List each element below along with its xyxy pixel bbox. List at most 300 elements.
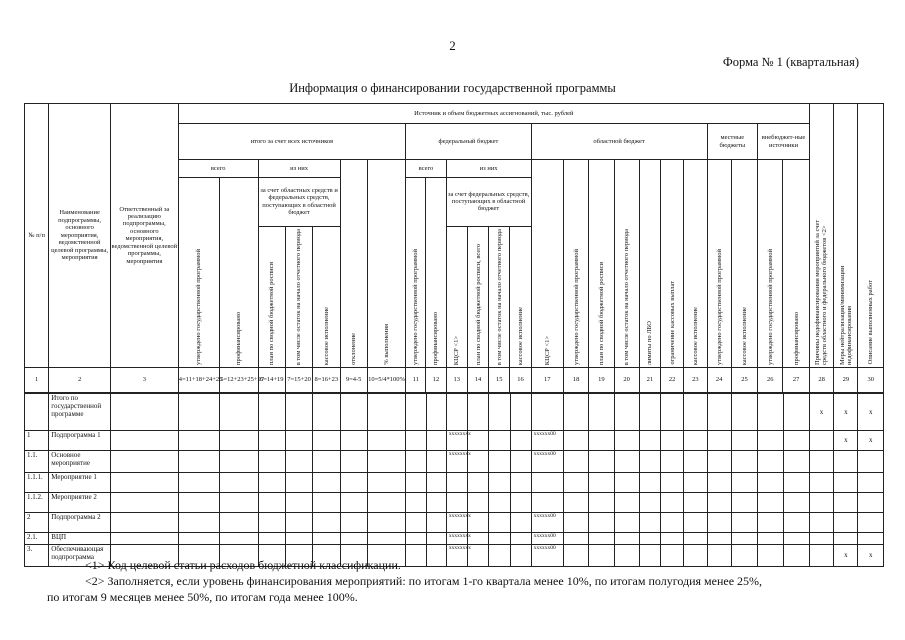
col-number: 6=14+19 [258, 367, 285, 392]
value-cell [564, 450, 589, 472]
col-number: 20 [614, 367, 639, 392]
value-cell [406, 450, 426, 472]
value-cell [489, 450, 510, 472]
header-total-cash: кассовое исполнение [322, 306, 330, 365]
header-federal-plan: план по сводной бюджетной росписи, всего [468, 226, 489, 367]
value-cell [285, 393, 312, 430]
value-cell [426, 393, 446, 430]
header-total-remains: в том числе остаток на начало отчетного периода [286, 226, 313, 367]
value-cell [614, 430, 639, 450]
reasons-cell [809, 472, 833, 492]
page-number: 2 [449, 38, 456, 53]
federal-kcsr-cell [446, 472, 467, 492]
regional-kcsr-cell [531, 492, 563, 512]
value-cell [285, 492, 312, 512]
footnote-2-cont: по итогам 9 месяцев менее 50%, по итогам года менее 100%. [47, 590, 358, 604]
header-regional-limits: лимиты по ЛБО [639, 160, 660, 368]
value-cell [258, 472, 285, 492]
regional-kcsr-cell: xxxxxx00 [531, 532, 563, 544]
value-cell [313, 393, 340, 430]
value-cell [313, 450, 340, 472]
header-total-iz-nih: из них [258, 160, 340, 178]
description-cell [858, 512, 884, 532]
value-cell [614, 492, 639, 512]
header-regional-remains: в том числе остаток на начало отчетного периода [614, 160, 639, 368]
value-cell [406, 532, 426, 544]
value-cell [684, 430, 707, 450]
description-cell: x [858, 393, 884, 430]
value-cell [285, 472, 312, 492]
description-cell: x [858, 544, 884, 566]
row-name-cell: Подпрограмма 2 [49, 512, 111, 532]
row-number-cell: 1 [25, 430, 49, 450]
header-local: местные бюджеты [707, 124, 758, 160]
table-row [25, 450, 884, 472]
row-name-cell: Подпрограмма 1 [49, 430, 111, 450]
header-source: Источник и объем бюджетных ассигнований, тыс. рублей [178, 104, 809, 124]
col-number: 9=4-5 [340, 367, 367, 392]
col-number: 16 [510, 367, 531, 392]
value-cell [340, 512, 367, 532]
header-total-plan: план по сводной бюджетной росписи [259, 226, 286, 367]
federal-kcsr-cell: xxxxxxxx [446, 532, 467, 544]
value-cell [758, 450, 783, 472]
value-cell [489, 512, 510, 532]
value-cell [732, 532, 758, 544]
value-cell [313, 532, 340, 544]
table-row [25, 512, 884, 532]
value-cell [614, 472, 639, 492]
col-number: 24 [707, 367, 731, 392]
header-federal-prefinanced: профинансировано [426, 178, 446, 368]
header-total-from-regional: за счет областных средств и федеральных средств, поступающих в областной бюджет [259, 178, 340, 226]
header-pct-execution: % выполнения [367, 160, 405, 368]
value-cell [178, 492, 219, 512]
col-number: 25 [731, 367, 757, 392]
col-number: 14 [467, 367, 488, 392]
document-title: Информация о финансировании государственной программы [289, 81, 616, 95]
row-name-cell: Основное мероприятие [49, 450, 111, 472]
row-name-cell: ВЦП [49, 532, 111, 544]
regional-kcsr-cell: xxxxxx00 [531, 430, 563, 450]
value-cell [468, 472, 489, 492]
header-extrabudget: внебюджет-ные источники [758, 124, 810, 160]
col-number: 26 [758, 367, 783, 392]
row-number-cell: 1.1.1. [25, 472, 49, 492]
federal-kcsr-cell: xxxxxxxx [446, 450, 467, 472]
header-regional: областной бюджет [531, 124, 707, 160]
value-cell [313, 472, 340, 492]
row-name-cell: Мероприятие 2 [49, 492, 111, 512]
value-cell [258, 430, 285, 450]
col-number: 13 [446, 367, 467, 392]
measures-cell [834, 492, 858, 512]
value-cell [178, 512, 219, 532]
col-number: 23 [684, 367, 707, 392]
value-cell [589, 393, 614, 430]
value-cell [564, 430, 589, 450]
value-cell [489, 430, 510, 450]
col-number: 17 [531, 367, 563, 392]
value-cell [661, 430, 684, 450]
value-cell [732, 512, 758, 532]
value-cell [489, 492, 510, 512]
value-cell [258, 450, 285, 472]
value-cell [110, 430, 178, 450]
value-cell [426, 430, 446, 450]
value-cell [639, 472, 660, 492]
value-cell [564, 393, 589, 430]
col-number: 15 [489, 367, 510, 392]
description-cell: x [858, 430, 884, 450]
col-number: 28 [809, 367, 833, 392]
measures-cell [834, 532, 858, 544]
value-cell [340, 492, 367, 512]
description-cell [858, 450, 884, 472]
column-numbers-row [25, 367, 884, 392]
header-extra-approved: утверждено государственной программой [758, 160, 783, 368]
value-cell [564, 532, 589, 544]
value-cell [510, 430, 531, 450]
value-cell [510, 532, 531, 544]
value-cell [564, 472, 589, 492]
value-cell [707, 472, 731, 492]
reasons-cell: x [809, 393, 833, 430]
col-number: 11 [406, 367, 426, 392]
value-cell [510, 472, 531, 492]
header-federal-subtable [447, 178, 531, 367]
col-number: 1 [25, 367, 49, 392]
value-cell [783, 430, 809, 450]
header-local-approved: утверждено государственной программой [707, 160, 731, 368]
value-cell [367, 532, 405, 544]
value-cell [220, 430, 258, 450]
header-measures: Меры нейтрализации/минимизации недофинансирования [834, 104, 858, 368]
value-cell [220, 532, 258, 544]
header-federal-cash: кассовое исполнение [516, 306, 524, 365]
header-federal-approved: утверждено государственной программой [406, 178, 426, 368]
value-cell [639, 450, 660, 472]
value-cell [707, 532, 731, 544]
value-cell [684, 472, 707, 492]
value-cell [783, 512, 809, 532]
value-cell [758, 472, 783, 492]
header-regional-cash-exec: кассовое исполнение [684, 160, 707, 368]
description-cell [858, 492, 884, 512]
federal-kcsr-cell: xxxxxxxx [446, 430, 467, 450]
value-cell [220, 450, 258, 472]
row-number-cell: 1.1.2. [25, 492, 49, 512]
col-number: 8=16+23 [313, 367, 340, 392]
value-cell [510, 492, 531, 512]
value-cell [589, 472, 614, 492]
header-federal-iz-nih: из них [446, 160, 531, 178]
measures-cell [834, 450, 858, 472]
value-cell [340, 532, 367, 544]
value-cell [406, 393, 426, 430]
measures-cell: x [834, 430, 858, 450]
financing-table-body [24, 393, 884, 567]
footnote-1: <1> Код целевой статьи расходов бюджетной классификации. [85, 558, 401, 572]
reasons-cell [809, 430, 833, 450]
value-cell [406, 430, 426, 450]
value-cell [426, 532, 446, 544]
header-federal: федеральный бюджет [406, 124, 531, 160]
value-cell [367, 492, 405, 512]
footnote-2: <2> Заполняется, если уровень финансирования мероприятий: по итогам 1-го квартала менее 10%, по итогам полугодия менее 25%, [85, 574, 763, 588]
header-local-cash-exec: кассовое исполнение [731, 160, 757, 368]
value-cell [426, 492, 446, 512]
federal-kcsr-cell [446, 393, 467, 430]
col-number: 10=5/4*100% [367, 367, 405, 392]
value-cell [639, 532, 660, 544]
value-cell [684, 532, 707, 544]
value-cell [110, 472, 178, 492]
header-federal-kcsr: КЦСР <1> [447, 226, 468, 367]
col-number: 22 [661, 367, 684, 392]
value-cell [510, 393, 531, 430]
description-cell [858, 472, 884, 492]
value-cell [468, 393, 489, 430]
header-regional-approved: утверждено государственной программой [563, 160, 588, 368]
value-cell [707, 430, 731, 450]
regional-kcsr-cell: xxxxxx00 [531, 450, 563, 472]
value-cell [285, 512, 312, 532]
value-cell [661, 532, 684, 544]
header-responsible: Ответственный за реализацию подпрограммы, основного мероприятия, ведомственной целевой программы, мероприятия [110, 104, 178, 368]
value-cell [510, 512, 531, 532]
value-cell [340, 450, 367, 472]
value-cell [426, 472, 446, 492]
value-cell [732, 393, 758, 430]
value-cell [614, 450, 639, 472]
federal-kcsr-cell: xxxxxxxx [446, 512, 467, 532]
value-cell [614, 512, 639, 532]
value-cell [313, 430, 340, 450]
value-cell [758, 393, 783, 430]
footnotes [47, 557, 877, 605]
row-name-cell: Обеспечивающая подпрограмма [49, 544, 111, 566]
value-cell [639, 512, 660, 532]
measures-cell [834, 472, 858, 492]
value-cell [589, 492, 614, 512]
value-cell [489, 532, 510, 544]
value-cell [783, 532, 809, 544]
value-cell [468, 492, 489, 512]
value-cell [258, 492, 285, 512]
table-row [25, 532, 884, 544]
value-cell [489, 393, 510, 430]
header-total-prefinanced: профинансировано [220, 178, 258, 368]
row-number-cell: 3. [25, 544, 49, 566]
value-cell [110, 450, 178, 472]
value-cell [340, 430, 367, 450]
header-total-all: итого за счет всех источников [178, 124, 406, 160]
regional-kcsr-cell: xxxxxx00 [531, 512, 563, 532]
col-number: 29 [834, 367, 858, 392]
header-reasons: Причины недофинансирования мероприятий за счет средств областного и федерального бюджетов <2> [809, 104, 833, 368]
measures-cell: x [834, 544, 858, 566]
value-cell [758, 430, 783, 450]
value-cell [758, 512, 783, 532]
description-cell [858, 532, 884, 544]
value-cell [661, 393, 684, 430]
row-number-cell: 1.1. [25, 450, 49, 472]
value-cell [340, 393, 367, 430]
value-cell [258, 532, 285, 544]
regional-kcsr-cell [531, 393, 563, 430]
col-number: 21 [639, 367, 660, 392]
value-cell [732, 492, 758, 512]
header-description: Описание выполненных работ [858, 104, 884, 368]
value-cell [589, 512, 614, 532]
reasons-cell [809, 532, 833, 544]
header-regional-plan: план по сводной бюджетной росписи [589, 160, 614, 368]
value-cell [783, 393, 809, 430]
value-cell [285, 430, 312, 450]
value-cell [758, 492, 783, 512]
col-number: 5=12+23+25+27 [220, 367, 258, 392]
col-number: 30 [858, 367, 884, 392]
value-cell [684, 393, 707, 430]
financing-table-container [24, 103, 884, 567]
value-cell [707, 492, 731, 512]
row-name-cell: Итого по государственной программе [49, 393, 111, 430]
value-cell [564, 492, 589, 512]
value-cell [589, 450, 614, 472]
table-row [25, 393, 884, 430]
value-cell [178, 450, 219, 472]
federal-kcsr-cell [446, 492, 467, 512]
value-cell [110, 492, 178, 512]
value-cell [589, 532, 614, 544]
value-cell [707, 393, 731, 430]
value-cell [661, 512, 684, 532]
col-number: 3 [110, 367, 178, 392]
value-cell [285, 532, 312, 544]
row-number-cell: 2 [25, 512, 49, 532]
reasons-cell [809, 450, 833, 472]
value-cell [707, 512, 731, 532]
col-number: 12 [426, 367, 446, 392]
reasons-cell [809, 492, 833, 512]
value-cell [313, 492, 340, 512]
value-cell [367, 472, 405, 492]
header-deviation: отклонение [340, 160, 367, 368]
value-cell [783, 492, 809, 512]
measures-cell [834, 512, 858, 532]
col-number: 18 [563, 367, 588, 392]
value-cell [614, 532, 639, 544]
value-cell [489, 472, 510, 492]
table-row [25, 492, 884, 512]
measures-cell: x [834, 393, 858, 430]
value-cell [110, 393, 178, 430]
value-cell [639, 430, 660, 450]
value-cell [285, 450, 312, 472]
value-cell [367, 512, 405, 532]
value-cell [783, 450, 809, 472]
header-total-approved: утверждено государственной программой [178, 178, 219, 368]
regional-kcsr-cell [531, 472, 563, 492]
value-cell [220, 492, 258, 512]
value-cell [178, 472, 219, 492]
value-cell [661, 450, 684, 472]
row-number-cell [25, 393, 49, 430]
col-number: 19 [589, 367, 614, 392]
value-cell [684, 512, 707, 532]
value-cell [732, 430, 758, 450]
header-federal-subgroup [446, 178, 531, 368]
header-extra-prefinanced: профинансировано [783, 160, 810, 368]
value-cell [220, 512, 258, 532]
value-cell [684, 450, 707, 472]
value-cell [406, 492, 426, 512]
value-cell [313, 512, 340, 532]
value-cell [564, 512, 589, 532]
value-cell [406, 512, 426, 532]
table-row [25, 472, 884, 492]
reasons-cell [809, 512, 833, 532]
value-cell [661, 472, 684, 492]
header-federal-vsego: всего [406, 160, 446, 178]
value-cell [367, 450, 405, 472]
value-cell [178, 430, 219, 450]
value-cell [707, 450, 731, 472]
col-number: 4=11+18+24+26 [178, 367, 219, 392]
value-cell [406, 472, 426, 492]
header-federal-remains: в том числе остаток на начало отчетного периода [489, 226, 510, 367]
header-federal-from: за счет федеральных средств, поступающих в областной бюджет [447, 178, 531, 226]
col-number: 27 [783, 367, 810, 392]
federal-kcsr-cell: xxxxxxxx [446, 544, 467, 566]
col-number: 2 [49, 367, 111, 392]
value-cell [426, 512, 446, 532]
regional-kcsr-cell: xxxxxx00 [531, 544, 563, 566]
value-cell [684, 492, 707, 512]
value-cell [367, 430, 405, 450]
header-regional-kcsr: КЦСР <1> [531, 160, 563, 368]
value-cell [639, 492, 660, 512]
value-cell [258, 512, 285, 532]
form-label: Форма № 1 (квартальная) [722, 55, 859, 69]
value-cell [258, 393, 285, 430]
col-number: 7=15+20 [285, 367, 312, 392]
header-total-subgroup [258, 178, 340, 368]
value-cell [426, 450, 446, 472]
header-num: № п/п [25, 104, 49, 368]
value-cell [589, 430, 614, 450]
financing-table [24, 103, 884, 393]
header-name: Наименование подпрограммы, основного мероприятия, ведомственной целевой программы, мероприятия [49, 104, 111, 368]
value-cell [783, 472, 809, 492]
value-cell [340, 472, 367, 492]
value-cell [367, 393, 405, 430]
value-cell [732, 450, 758, 472]
value-cell [732, 472, 758, 492]
header-total-subtable [259, 178, 340, 367]
value-cell [220, 472, 258, 492]
value-cell [758, 532, 783, 544]
value-cell [178, 393, 219, 430]
value-cell [178, 532, 219, 544]
value-cell [220, 393, 258, 430]
table-row [25, 430, 884, 450]
value-cell [110, 532, 178, 544]
value-cell [614, 393, 639, 430]
value-cell [639, 393, 660, 430]
value-cell [510, 450, 531, 472]
